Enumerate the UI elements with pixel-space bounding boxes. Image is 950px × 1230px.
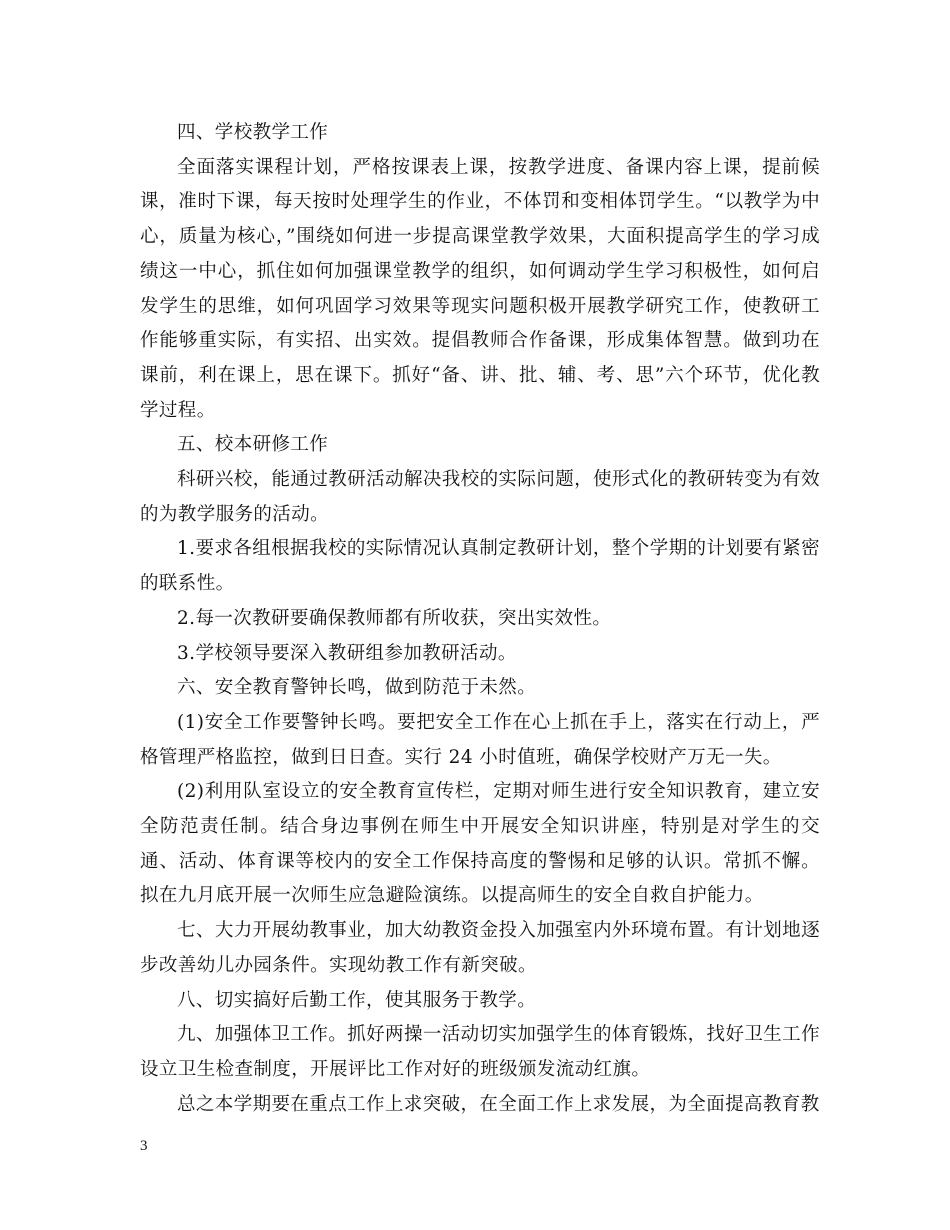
section-heading-teaching: 四、学校教学工作 xyxy=(177,122,329,143)
section-heading-logistics: 八、切实搞好后勤工作，使其服务于教学。 xyxy=(177,989,537,1011)
section-heading-preschool: 七、大力开展幼教事业，加大幼教资金投入加强室内外环境布置。有计划地逐步改善幼儿办园条件。实现幼教工作有新突破。 xyxy=(140,920,820,976)
list-item-safety-2: (2)利用队室设立的安全教育宣传栏，定期对师生进行安全知识教育，建立安全防范责任制。结合身边事例在师生中开展安全知识讲座，特别是对学生的交通、活动、体育课等校内的安全工作保持高度的警惕和足够的认识。常抓不懈。拟在九月底开展一次师生应急避险演练。以提高师生的安全自救自护能力。 xyxy=(140,781,820,907)
list-item-research-1: 1.要求各组根据我校的实际情况认真制定教研计划，整个学期的计划要有紧密的联系性。 xyxy=(140,538,820,595)
paragraph-teaching-plan: 全面落实课程计划，严格按课表上课，按教学进度、备课内容上课，提前候课，准时下课，每天按时处理学生的作业，不体罚和变相体罚学生。“以教学为中心，质量为核心，”围绕如何进一步提高课堂教学效果，大面积提高学生的学习成绩这一中心，抓住如何加强课堂教学的组织，如何调动学生学习积极性，如何启发学生的思维，如何巩固学习效果等现实问题积极开展教学研究工作，使教研工作能够重实际，有实招、出实效。提倡教师合作备课，形成集体智慧。做到功在课前，利在课上，思在课下。抓好“备、讲、批、辅、考、思”六个环节，优化教学过程。 xyxy=(140,156,820,421)
list-item-research-2: 2.每一次教研要确保教师都有所收获，突出实效性。 xyxy=(177,607,612,629)
paragraph-research-intro: 科研兴校，能通过教研活动解决我校的实际问题，使形式化的教研转变为有效的为教学服务的活动。 xyxy=(140,469,820,525)
page-number: 3 xyxy=(140,1138,148,1154)
document-body xyxy=(140,116,820,1122)
section-heading-research: 五、校本研修工作 xyxy=(177,434,329,456)
list-item-research-3: 3.学校领导要深入教研组参加教研活动。 xyxy=(177,642,517,664)
list-item-safety-1: (1)安全工作要警钟长鸣。要把安全工作在心上抓在手上，落实在行动上，严格管理严格监控，做到日日查。实行 24 小时值班，确保学校财产万无一失。 xyxy=(140,711,820,768)
section-heading-safety: 六、安全教育警钟长鸣，做到防范于未然。 xyxy=(177,677,537,699)
paragraph-conclusion: 总之本学期要在重点工作上求突破，在全面工作上求发展，为全面提高教育教 xyxy=(177,1093,820,1115)
section-heading-health: 九、加强体卫工作。抓好两操一活动切实加强学生的体育锻炼，找好卫生工作设立卫生检查制度，开展评比工作对好的班级颁发流动红旗。 xyxy=(140,1024,820,1080)
